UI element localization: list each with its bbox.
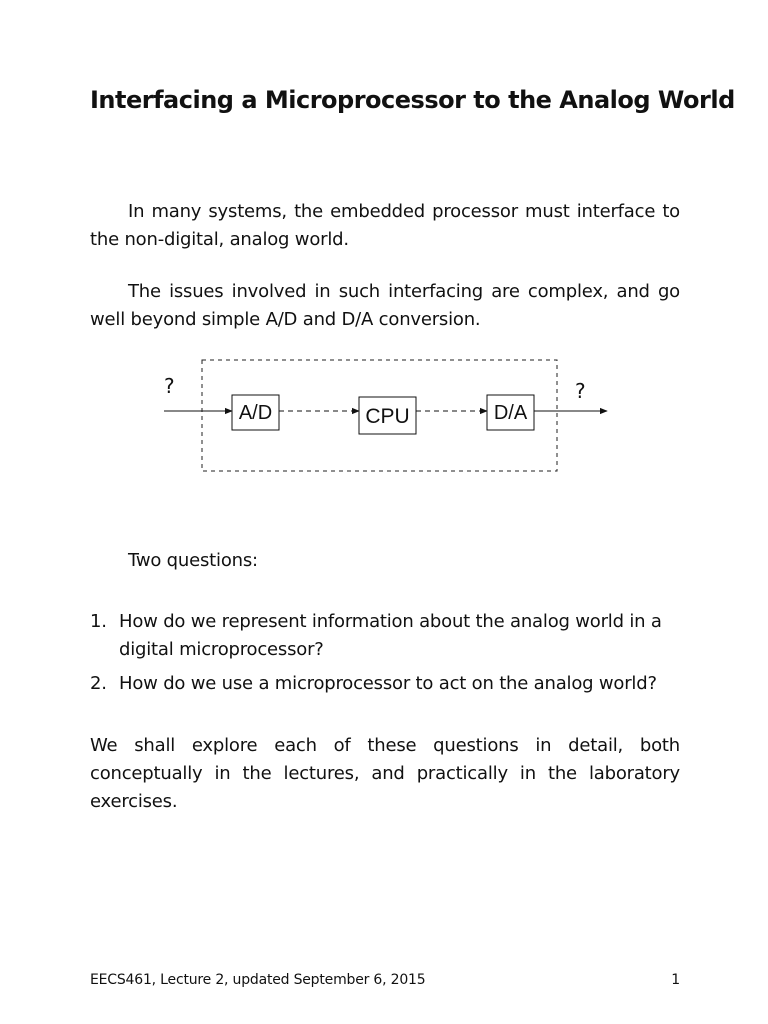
footer xyxy=(90,972,680,988)
page-title: Interfacing a Microprocessor to the Analog World xyxy=(90,86,735,114)
list-text: How do we use a microprocessor to act on the analog world? xyxy=(119,673,657,694)
footer-course-info: EECS461, Lecture 2, updated September 6, 2015 xyxy=(90,972,426,988)
input-label: ? xyxy=(164,374,175,398)
list-number: 1. xyxy=(90,611,107,632)
intro-paragraph: In many systems, the embedded processor must interface to the non-digital, analog world. xyxy=(90,201,680,250)
list-number: 2. xyxy=(90,673,107,694)
issues-paragraph: The issues involved in such interfacing are complex, and go well beyond simple A/D and D/A conversion. xyxy=(90,281,680,330)
output-label: ? xyxy=(575,379,586,403)
list-text: How do we represent information about the analog world in a digital microprocessor? xyxy=(119,611,662,660)
two-questions-heading: Two questions: xyxy=(128,550,258,571)
page-number: 1 xyxy=(671,972,680,988)
list-item xyxy=(90,608,680,664)
conclusion-paragraph: We shall explore each of these questions in detail, both conceptually in the lectures, and practically in the laboratory exercises. xyxy=(90,735,680,812)
ad-block-label: A/D xyxy=(238,402,273,424)
cpu-block-label: CPU xyxy=(365,405,410,428)
da-block-label: D/A xyxy=(493,402,528,424)
question-list xyxy=(90,608,680,704)
block-diagram xyxy=(140,350,620,480)
list-item xyxy=(90,670,680,698)
